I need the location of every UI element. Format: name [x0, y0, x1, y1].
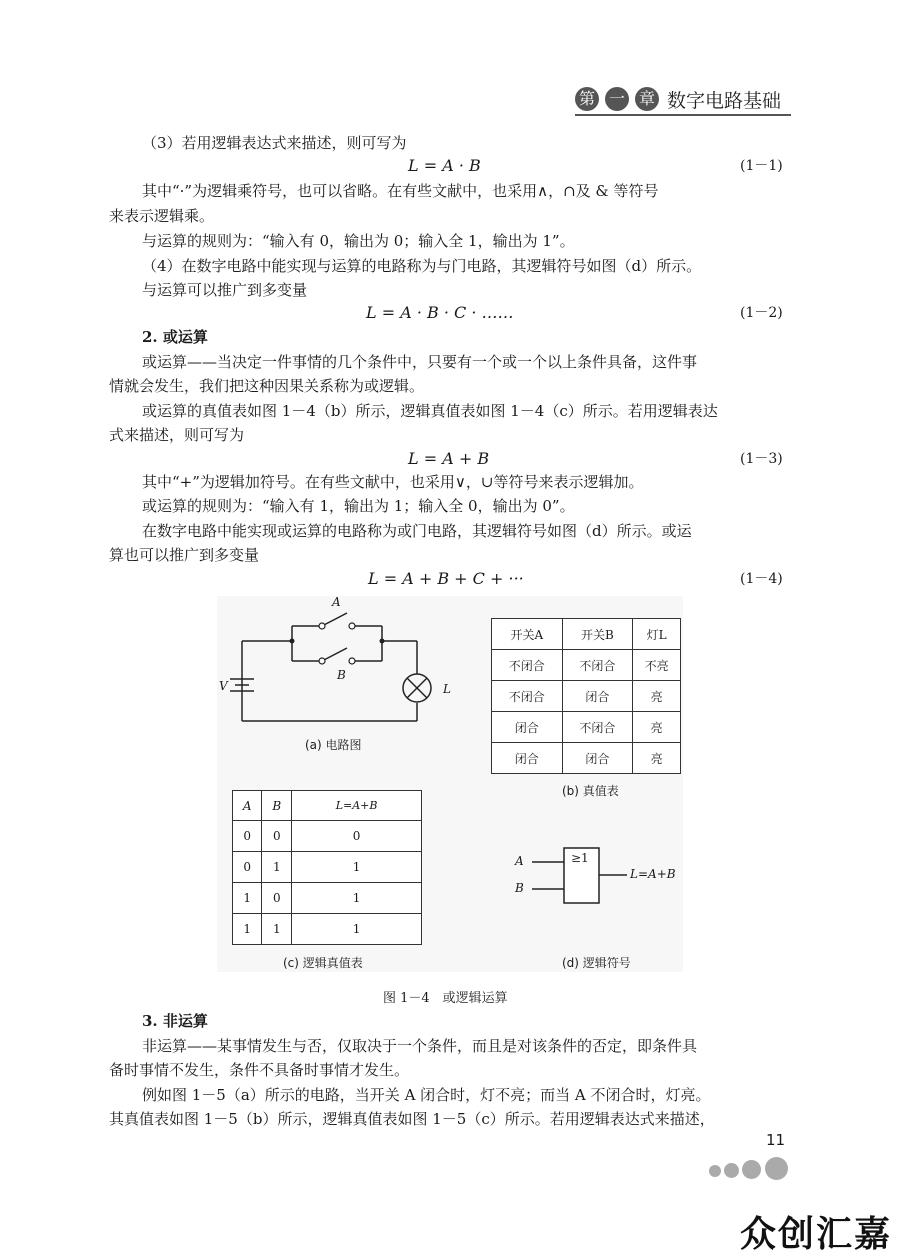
chapter-header	[575, 84, 791, 116]
table-cell: 0	[233, 852, 262, 883]
text-line: 或运算的规则为：“输入有 1，输出为 1；输入全 0，输出为 0”。	[142, 497, 575, 515]
table-header: L=A+B	[292, 791, 422, 821]
equation-number: (1－4)	[740, 571, 783, 587]
text-line: 算也可以推广到多变量	[109, 546, 260, 564]
equation-1-2: L = A · B · C · ……	[366, 303, 514, 322]
table-cell: 1	[262, 852, 292, 883]
text-line: 与运算的规则为：“输入有 0，输出为 0；输入全 1，输出为 1”。	[142, 232, 575, 250]
section-heading: 2. 或运算	[142, 328, 208, 346]
page-number: 11	[766, 1131, 786, 1149]
gate-output: L=A+B	[630, 867, 676, 881]
caption-a: (a) 电路图	[305, 738, 362, 752]
table-cell: 不闭合	[492, 650, 563, 681]
caption-c: (c) 逻辑真值表	[283, 956, 363, 970]
equation-1-4: L = A + B + C + ···	[368, 569, 524, 588]
caption-b: (b) 真值表	[562, 784, 619, 798]
gate-input-a: A	[515, 854, 524, 868]
text-line: 或运算——当决定一件事情的几个条件中，只要有一个或一个以上条件具备，这件事	[142, 353, 698, 371]
table-cell: 0	[292, 821, 422, 852]
text-line: 在数字电路中能实现或运算的电路称为或门电路，其逻辑符号如图（d）所示。或运	[142, 522, 692, 540]
equation-number: (1－2)	[740, 305, 783, 321]
table-cell: 亮	[633, 712, 681, 743]
table-cell: 1	[233, 883, 262, 914]
text-line: 式来描述，则可写为	[109, 426, 245, 444]
table-cell: 1	[292, 852, 422, 883]
switch-a-label: A	[332, 595, 341, 609]
table-cell: 不闭合	[562, 712, 633, 743]
table-cell: 1	[262, 914, 292, 945]
equation-1-1: L = A · B	[408, 156, 481, 175]
figure-caption: 图 1－4 或逻辑运算	[383, 991, 508, 1006]
table-cell: 1	[292, 883, 422, 914]
text-line: 与运算可以推广到多变量	[142, 281, 308, 299]
table-cell: 1	[233, 914, 262, 945]
table-header: A	[233, 791, 262, 821]
section-heading: 3. 非运算	[142, 1012, 208, 1030]
table-cell: 亮	[633, 681, 681, 712]
equation-number: (1－3)	[740, 451, 783, 467]
source-label: V	[219, 679, 228, 693]
logic-truth-table	[232, 790, 422, 945]
table-cell: 1	[292, 914, 422, 945]
table-header: 灯L	[633, 619, 681, 650]
brand-watermark: 众创汇嘉	[740, 1214, 893, 1255]
chapter-title: 数字电路基础	[667, 90, 782, 112]
or-gate-symbol: ≥1	[571, 851, 589, 865]
table-header: B	[262, 791, 292, 821]
table-cell: 0	[262, 883, 292, 914]
chapter-chip-2: 一	[605, 87, 629, 111]
chapter-chip-3: 章	[635, 87, 659, 111]
table-cell: 不闭合	[492, 681, 563, 712]
caption-d: (d) 逻辑符号	[562, 956, 631, 970]
text-line: 来表示逻辑乘。	[109, 207, 215, 225]
text-line: 备时事情不发生，条件不具备时事情才发生。	[109, 1061, 410, 1079]
text-line: （4）在数字电路中能实现与运算的电路称为与门电路，其逻辑符号如图（d）所示。	[142, 257, 702, 275]
table-cell: 闭合	[492, 743, 563, 774]
text-line: （3）若用逻辑表达式来描述，则可写为	[142, 134, 407, 152]
text-line: 例如图 1－5（a）所示的电路，当开关 A 闭合时，灯不亮；而当 A 不闭合时，灯亮。	[142, 1086, 711, 1104]
text-line: 其中“+”为逻辑加符号。在有些文献中，也采用∨，∪等符号来表示逻辑加。	[142, 473, 644, 491]
text-line: 非运算——某事情发生与否，仅取决于一个条件，而且是对该条件的否定，即条件具	[142, 1037, 698, 1055]
equation-1-3: L = A + B	[408, 449, 490, 468]
gate-input-b: B	[515, 881, 524, 895]
text-line: 情就会发生，我们把这种因果关系称为或逻辑。	[109, 377, 425, 395]
lamp-label: L	[443, 682, 451, 696]
table-cell: 闭合	[492, 712, 563, 743]
header-rule	[575, 114, 791, 116]
table-cell: 不亮	[633, 650, 681, 681]
table-cell: 亮	[633, 743, 681, 774]
table-header: 开关A	[492, 619, 563, 650]
table-cell: 0	[233, 821, 262, 852]
table-cell: 闭合	[562, 743, 633, 774]
switch-b-label: B	[337, 668, 346, 682]
text-line: 其真值表如图 1－5（b）所示，逻辑真值表如图 1－5（c）所示。若用逻辑表达式来描述，	[109, 1110, 715, 1128]
table-cell: 不闭合	[562, 650, 633, 681]
text-line: 其中“·”为逻辑乘符号，也可以省略。在有些文献中，也采用∧，∩及 & 等符号	[142, 182, 659, 200]
table-cell: 0	[262, 821, 292, 852]
truth-table	[491, 618, 681, 774]
table-header: 开关B	[562, 619, 633, 650]
equation-number: (1－1)	[740, 158, 783, 174]
table-cell: 闭合	[562, 681, 633, 712]
figure-1-4	[217, 596, 683, 972]
chapter-chip-1: 第	[575, 87, 599, 111]
text-line: 或运算的真值表如图 1－4（b）所示，逻辑真值表如图 1－4（c）所示。若用逻辑表达	[142, 402, 718, 420]
